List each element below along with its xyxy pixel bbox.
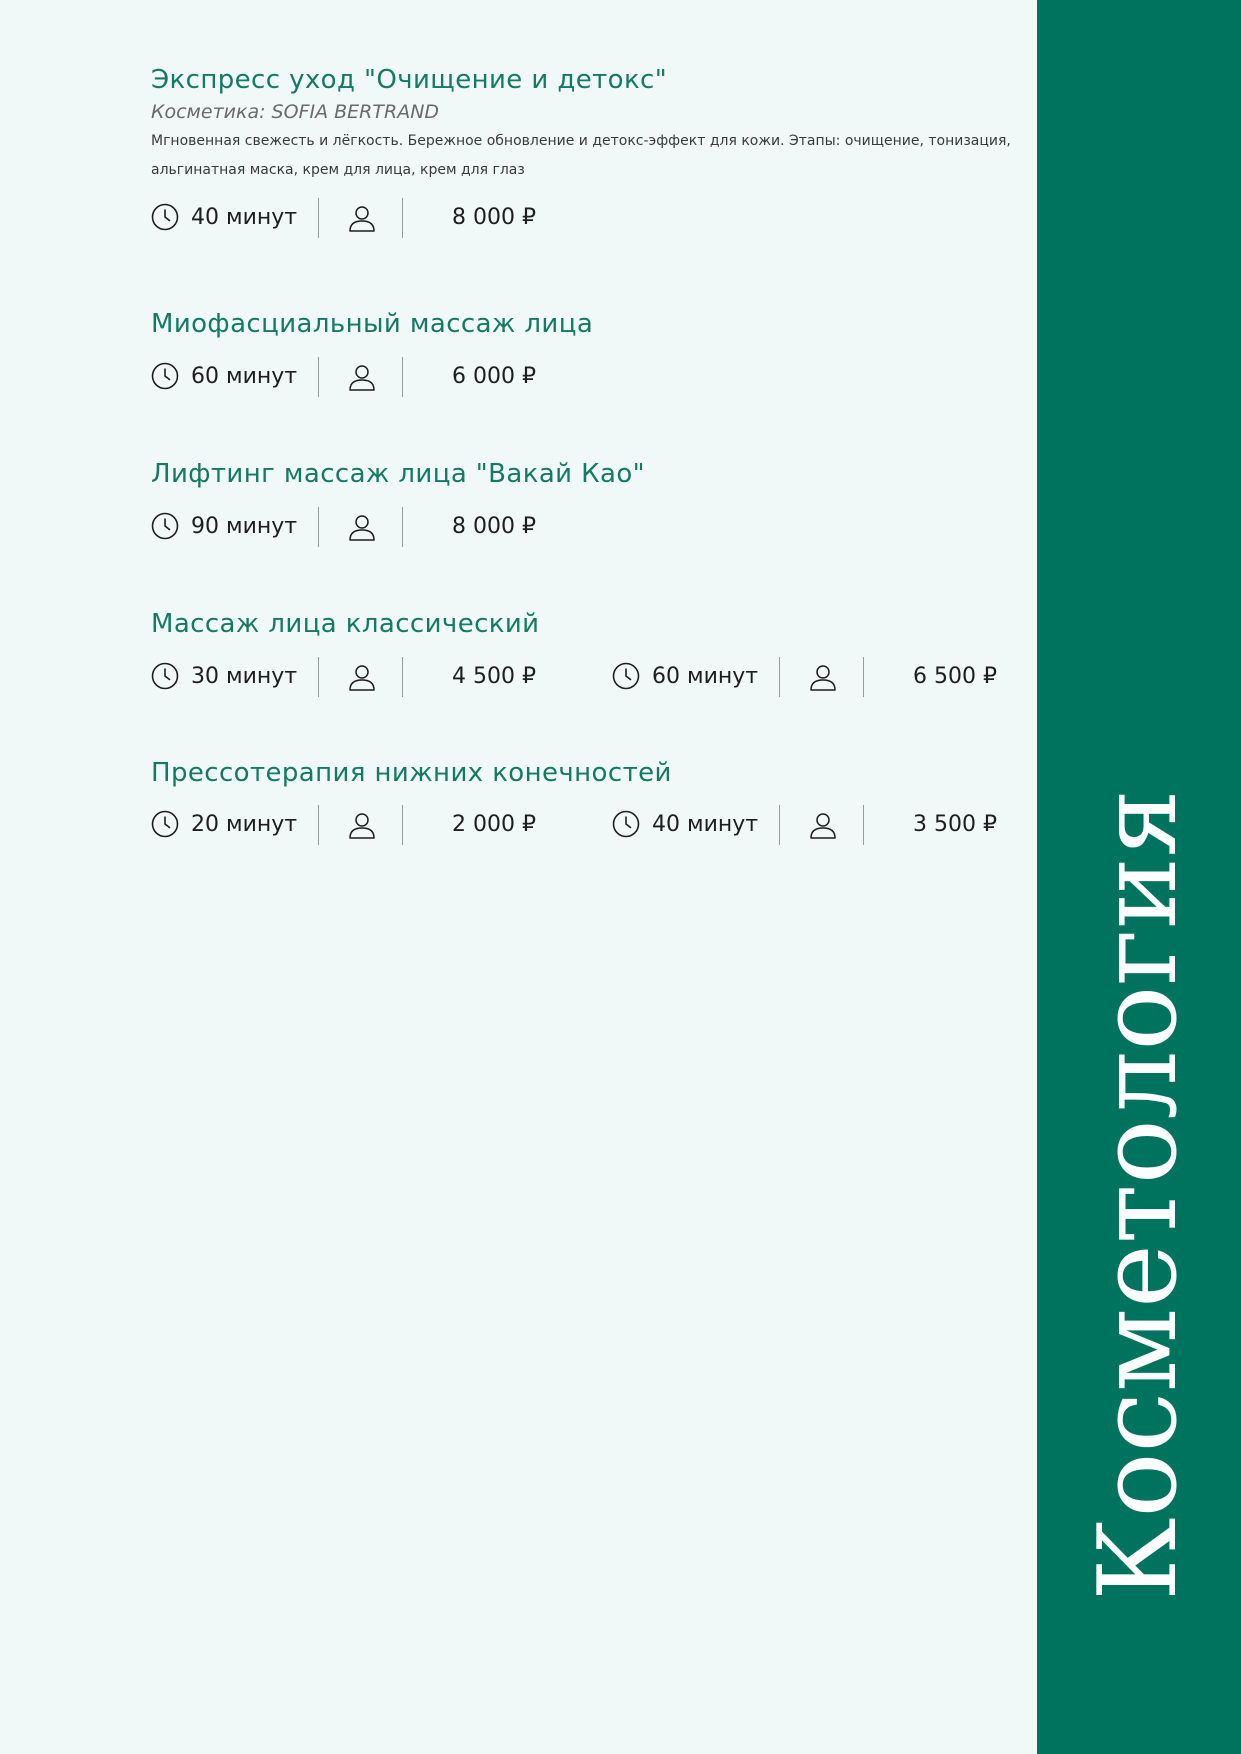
clock-icon	[151, 512, 179, 540]
price-option	[151, 356, 551, 398]
divider	[402, 805, 403, 845]
service-title: Массаж лица классический	[151, 609, 540, 639]
duration: 90 минут	[191, 514, 298, 539]
duration: 40 минут	[191, 205, 298, 230]
duration: 30 минут	[191, 664, 298, 689]
divider	[318, 357, 319, 397]
duration: 60 минут	[652, 664, 759, 689]
person-icon	[347, 203, 377, 233]
price: 8 000 ₽	[452, 514, 536, 539]
divider	[779, 657, 780, 697]
price-row	[151, 656, 1011, 698]
price: 3 500 ₽	[913, 812, 997, 837]
service-item	[151, 457, 1011, 548]
person-icon	[347, 512, 377, 542]
price: 6 500 ₽	[913, 664, 997, 689]
clock-icon	[151, 662, 179, 690]
divider	[318, 198, 319, 238]
divider	[318, 805, 319, 845]
clock-icon	[151, 203, 179, 231]
price-row	[151, 506, 1011, 548]
price-option	[151, 197, 551, 239]
divider	[402, 507, 403, 547]
divider	[863, 805, 864, 845]
price-option	[612, 804, 1012, 846]
duration: 20 минут	[191, 812, 298, 837]
section-title: Косметология	[1076, 788, 1201, 1602]
person-icon	[808, 810, 838, 840]
clock-icon	[612, 662, 640, 690]
person-icon	[808, 662, 838, 692]
price: 6 000 ₽	[452, 364, 536, 389]
price-option	[151, 804, 551, 846]
service-brand: Косметика: SOFIA BERTRAND	[151, 101, 440, 123]
price: 2 000 ₽	[452, 812, 536, 837]
service-item	[151, 63, 1011, 239]
divider	[779, 805, 780, 845]
person-icon	[347, 810, 377, 840]
divider	[402, 357, 403, 397]
price-row	[151, 197, 1011, 239]
service-title: Экспресс уход "Очищение и детокс"	[151, 65, 668, 95]
duration: 40 минут	[652, 812, 759, 837]
service-title: Лифтинг массаж лица "Вакай Као"	[151, 459, 645, 489]
price-option	[151, 656, 551, 698]
divider	[318, 657, 319, 697]
divider	[318, 507, 319, 547]
price-option	[612, 656, 1012, 698]
service-item	[151, 307, 1011, 398]
divider	[402, 198, 403, 238]
service-item	[151, 756, 1011, 846]
price-row	[151, 804, 1011, 846]
clock-icon	[612, 810, 640, 838]
price: 8 000 ₽	[452, 205, 536, 230]
person-icon	[347, 362, 377, 392]
service-title: Миофасциальный массаж лица	[151, 309, 594, 339]
service-title: Прессотерапия нижних конечностей	[151, 758, 672, 788]
duration: 60 минут	[191, 364, 298, 389]
service-item	[151, 607, 1011, 698]
clock-icon	[151, 362, 179, 390]
divider	[863, 657, 864, 697]
service-description: Мгновенная свежесть и лёгкость. Бережное обновление и детокс-эффект для кожи. Этапы: очищение, тонизация, альгинатная маска, крем для лица, крем для глаз	[151, 133, 1011, 178]
price-option	[151, 506, 551, 548]
clock-icon	[151, 810, 179, 838]
price: 4 500 ₽	[452, 664, 536, 689]
person-icon	[347, 662, 377, 692]
price-row	[151, 356, 1011, 398]
divider	[402, 657, 403, 697]
